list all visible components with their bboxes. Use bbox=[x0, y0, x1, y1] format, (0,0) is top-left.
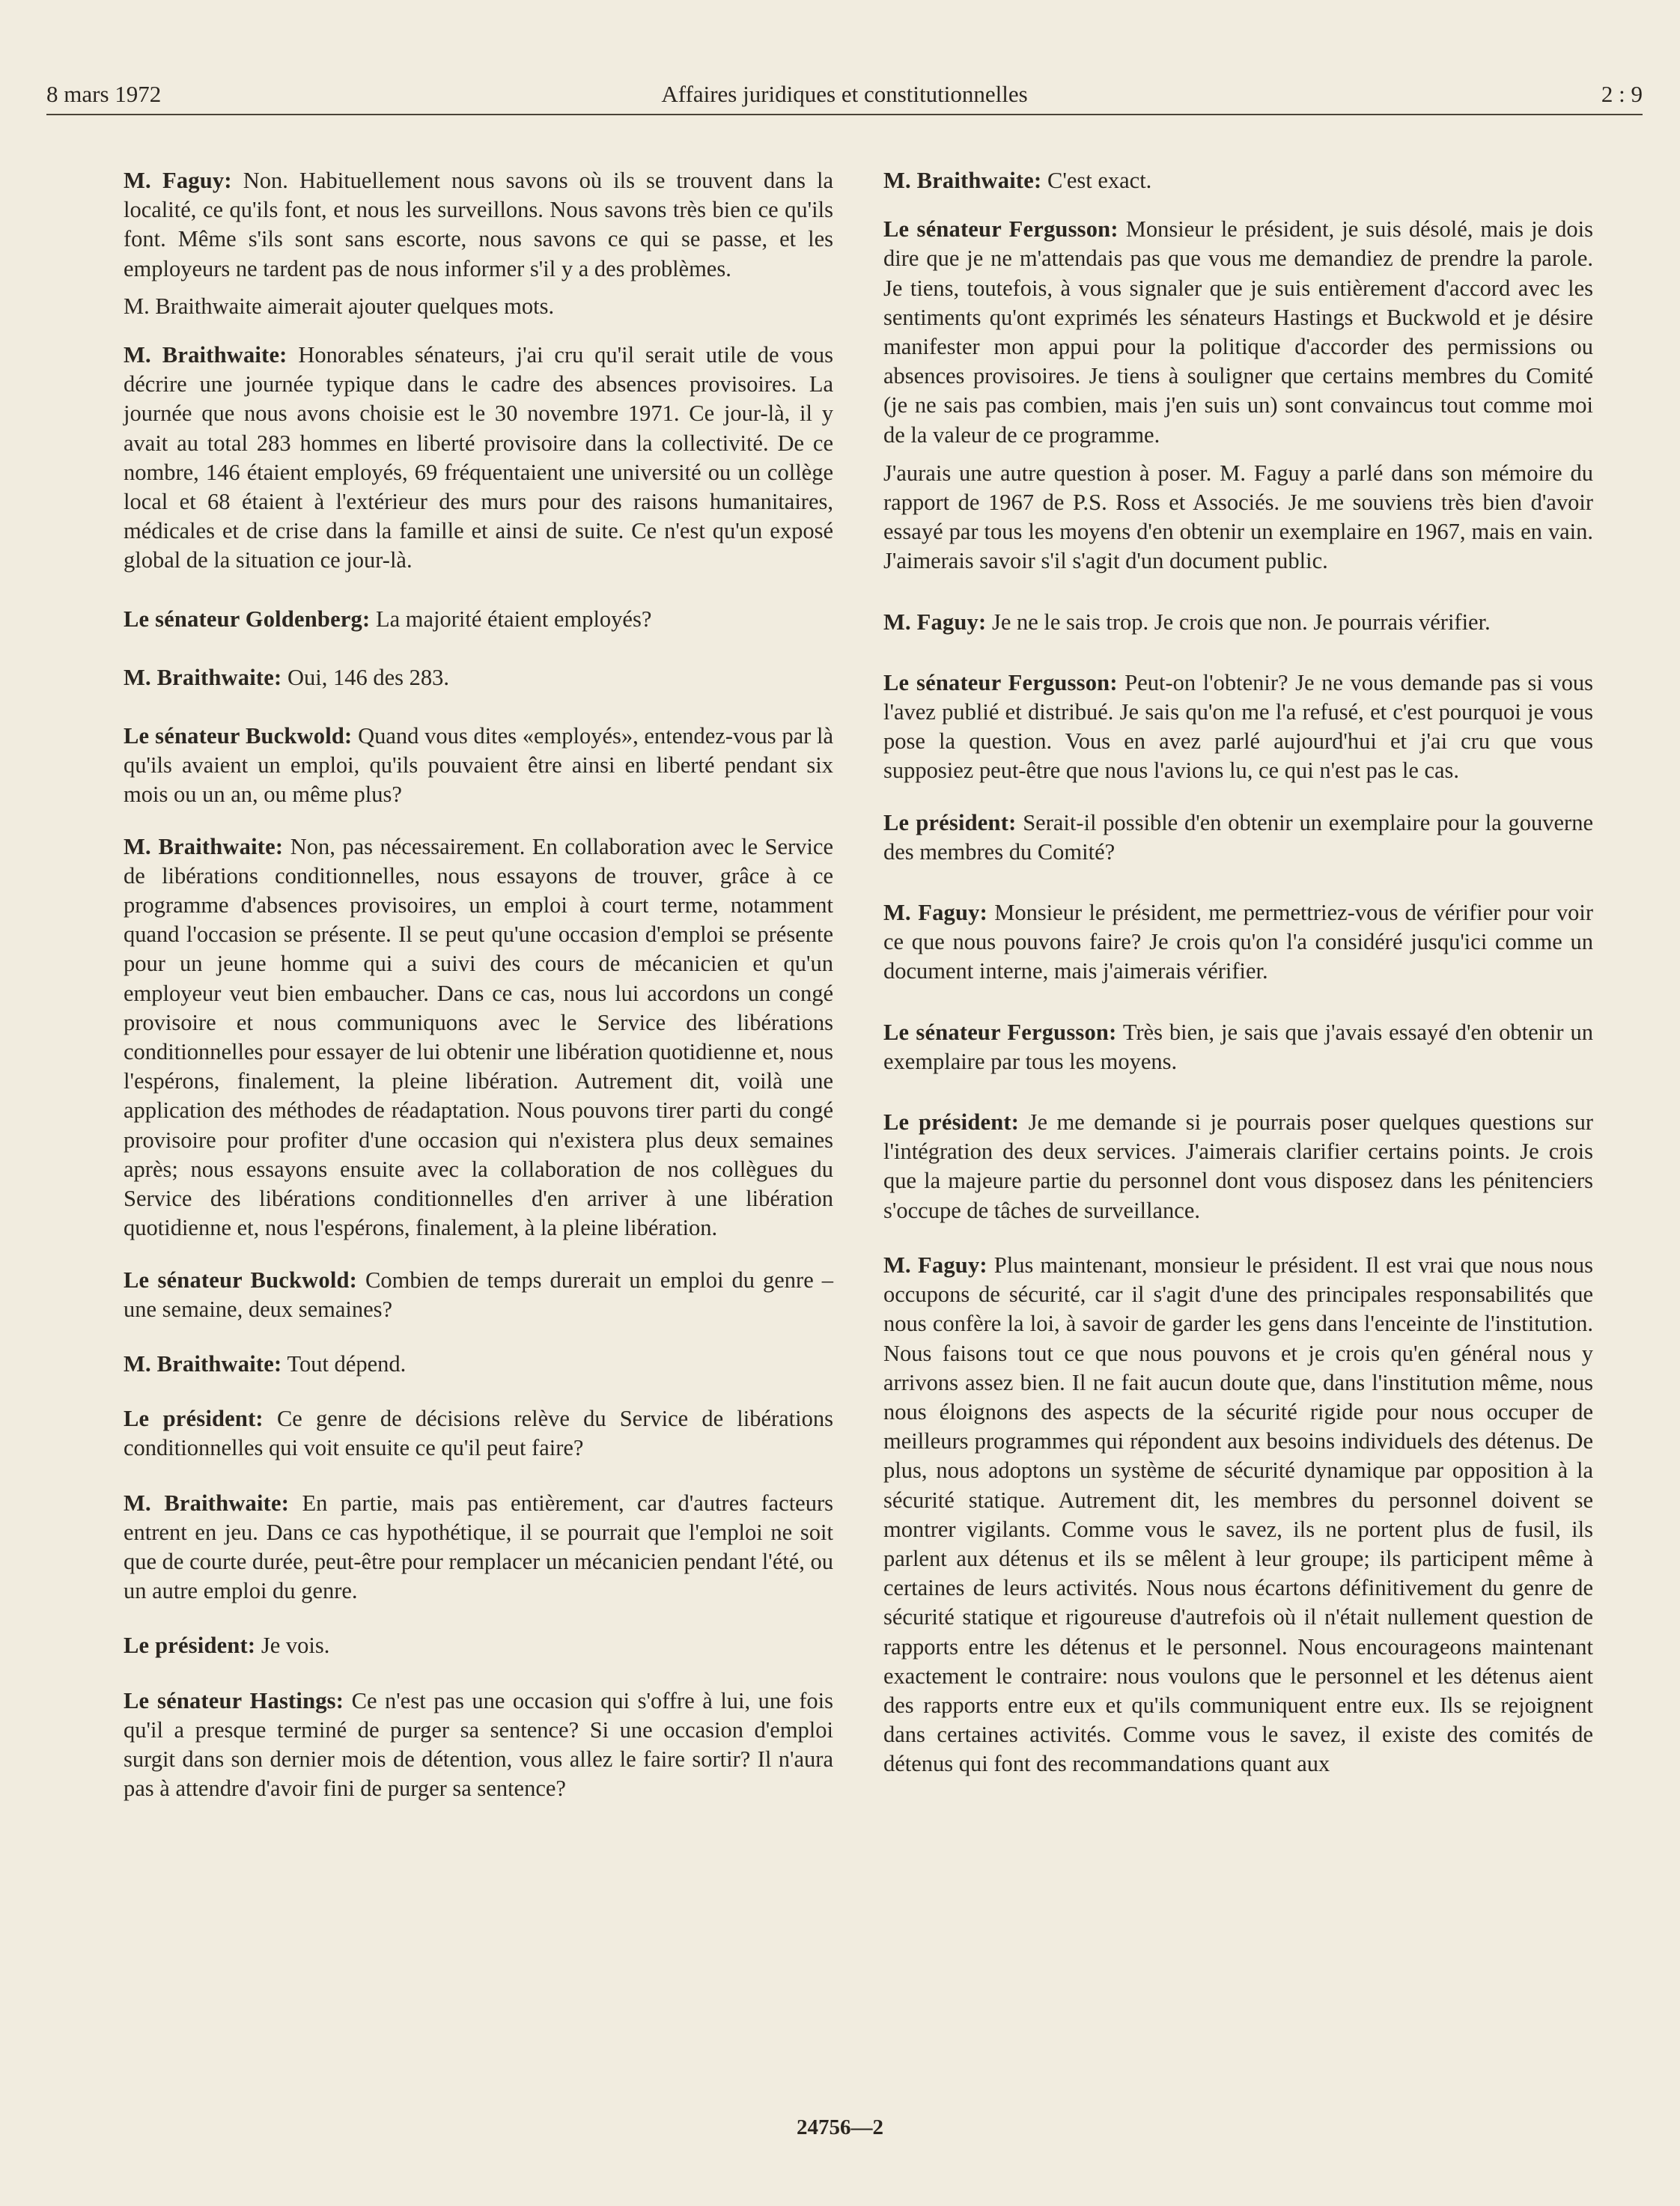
paragraph bbox=[883, 1018, 1593, 1076]
speaker-name: Le sénateur Buckwold: bbox=[124, 723, 353, 749]
speaker-name: M. Faguy: bbox=[883, 609, 987, 635]
paragraph-text: La majorité étaient employés? bbox=[370, 606, 652, 632]
speaker-name: M. Faguy: bbox=[124, 168, 232, 193]
paragraph-text: M. Braithwaite aimerait ajouter quelques mots. bbox=[124, 293, 555, 319]
paragraph bbox=[883, 1108, 1593, 1225]
header-page-number: 2 : 9 bbox=[1601, 81, 1643, 107]
paragraph-text: Ce n'est pas une occasion qui s'offre à lui, une fois qu'il a presque terminé de purger sa sentence? Si une occasion d'emploi surgit dans son dernier mois de détention, vous allez le faire sortir? Il n'aura pas à attendre d'avoir fini de purger sa sentence? bbox=[124, 1687, 833, 1802]
paragraph-text: Plus maintenant, monsieur le président. Il est vrai que nous nous occupons de sécurité, car il s'agit d'une des principales responsabilités que nous confère la loi, à savoir de garder les gens dans l'enceinte de l'institution. Nous faisons tout ce que nous pouvons et je crois qu'en général nous y arrivons assez bien. Il ne fait aucun doute que, dans l'institution même, nous nous éloignons des aspects de la sécurité rigide pour nous occuper de meilleurs programmes qui répondent aux besoins individuels des détenus. De plus, nous adoptons un système de sécurité dynamique par opposition à la sécurité statique. Autrement dit, les membres du personnel doivent se montrer vigilants. Comme vous le savez, ils ne portent plus de fusil, ils parlent aux détenus et ils se mêlent à leur groupe; ils participent même à certaines de leurs activités. Nous nous écartons définitivement du genre de sécurité statique et rigoureuse d'autrefois où il n'était nullement question de rapports entre les détenus et le personnel. Nous encourageons maintenant exactement le contraire: nous voulons que le personnel et les détenus aient des rapports entre eux et qu'ils communiquent entre eux. Ils se rejoignent dans certaines activités. Comme vous le savez, il existe des comités de détenus qui font des recommandations quant aux bbox=[883, 1252, 1593, 1777]
speaker-name: Le président: bbox=[883, 809, 1017, 835]
paragraph bbox=[124, 605, 833, 634]
speaker-name: M. Faguy: bbox=[883, 1252, 987, 1278]
paragraph bbox=[883, 668, 1593, 786]
paragraph bbox=[124, 1631, 833, 1660]
paragraph bbox=[124, 1489, 833, 1606]
speaker-name: Le sénateur Fergusson: bbox=[883, 669, 1118, 695]
speaker-name: Le sénateur Fergusson: bbox=[883, 216, 1119, 243]
left-column bbox=[124, 166, 833, 1803]
speaker-name: Le sénateur Goldenberg: bbox=[124, 606, 371, 632]
paragraph-text: Ce genre de décisions relève du Service de libérations conditionnelles qui voit ensuite ce qu'il peut faire? bbox=[124, 1406, 833, 1461]
speaker-name: M. Braithwaite: bbox=[124, 664, 282, 690]
header-rule bbox=[46, 114, 1643, 115]
paragraph-text: Monsieur le président, me permettriez-vous de vérifier pour voir ce que nous pouvons faire? Je crois qu'on l'a considéré jusqu'ici comme un document interne, mais j'aimerais vérifier. bbox=[883, 900, 1593, 984]
paragraph bbox=[883, 166, 1593, 195]
paragraph bbox=[124, 832, 833, 1243]
paragraph bbox=[883, 459, 1593, 576]
speaker-name: Le sénateur Hastings: bbox=[124, 1687, 344, 1713]
paragraph-text: J'aurais une autre question à poser. M. Faguy a parlé dans son mémoire du rapport de 1967 de P.S. Ross et Associés. Je me souviens très bien d'avoir essayé par tous les moyens d'en obtenir un exemplaire en 1967, mais en vain. J'aimerais savoir s'il s'agit d'un document public. bbox=[883, 460, 1593, 574]
paragraph bbox=[124, 663, 833, 692]
paragraph-text: Quand vous dites «employés», entendez-vous par là qu'ils avaient un emploi, qu'ils pouvaient être ainsi en liberté pendant six mois ou un an, ou même plus? bbox=[124, 723, 833, 808]
paragraph bbox=[883, 898, 1593, 987]
paragraph-text: Combien de temps durerait un emploi du genre – une semaine, deux semaines? bbox=[124, 1267, 833, 1322]
paragraph bbox=[124, 1687, 833, 1804]
speaker-name: Le sénateur Buckwold: bbox=[124, 1267, 358, 1293]
paragraph-text: Oui, 146 des 283. bbox=[281, 664, 450, 690]
paragraph bbox=[883, 215, 1593, 450]
paragraph-text: Très bien, je sais que j'avais essayé d'en obtenir un exemplaire par tous les moyens. bbox=[883, 1019, 1593, 1074]
speaker-name: M. Braithwaite: bbox=[124, 833, 284, 859]
speaker-name: M. Braithwaite: bbox=[883, 168, 1042, 193]
page-footer-code: 24756—2 bbox=[797, 2115, 883, 2139]
paragraph bbox=[124, 341, 833, 576]
paragraph-text: Monsieur le président, je suis désolé, mais je dois dire que je ne m'attendais pas que vous me demandiez de prendre la parole. Je tiens, toutefois, à vous signaler que je suis entièrement d'accord avec les sentiments qu'ont exprimés les sénateurs Hastings et Buckwold et je désire manifester mon appui pour la politique d'accorder des permissions ou absences provisoires. Je tiens à souligner que certains membres du Comité (je ne sais pas combien, mais j'en suis un) sont convaincus tout comme moi de la valeur de ce programme. bbox=[883, 216, 1593, 448]
paragraph-text: Je ne le sais trop. Je crois que non. Je pourrais vérifier. bbox=[986, 609, 1491, 635]
paragraph-text: Non, pas nécessairement. En collaboration avec le Service de libérations conditionnelles, nous essayons de trouver, grâce à ce programme d'absences provisoires, un emploi à court terme, notamment quand l'occasion se présente. Il se peut qu'une occasion d'emploi se présente pour un jeune homme qui a suivi des cours de mécanicien et qu'un employeur veut bien embaucher. Dans ce cas, nous lui accordons un congé provisoire et nous communiquons avec le Service des libérations conditionnelles pour essayer de lui obtenir une libération quotidienne et, nous l'espérons, finalement, la pleine libération. Autrement dit, voilà une application des méthodes de réadaptation. Nous pouvons tirer parti du congé provisoire pour profiter d'une occasion qui n'existera plus deux semaines après; nous essayons ensuite avec la collaboration de nos collègues du Service des libérations conditionnelles d'en arriver à une libération quotidienne et, nous l'espérons, finalement, à la pleine libération. bbox=[124, 833, 833, 1241]
paragraph bbox=[883, 808, 1593, 867]
speaker-name: M. Braithwaite: bbox=[124, 1490, 290, 1516]
header-title: Affaires juridiques et constitutionnelles bbox=[661, 81, 1028, 107]
speaker-name: Le président: bbox=[124, 1633, 256, 1659]
speaker-name: Le sénateur Fergusson: bbox=[883, 1019, 1117, 1045]
paragraph-text: Tout dépend. bbox=[281, 1350, 407, 1377]
paragraph bbox=[124, 1266, 833, 1324]
paragraph-text: Peut-on l'obtenir? Je ne vous demande pas si vous l'avez publié et distribué. Je sais qu'on me l'a refusé, et c'est pourquoi je vous pose la question. Vous en avez parlé aujourd'hui et j'ai cru que vous supposiez peut-être que nous l'avions lu, ce qui n'est pas le cas. bbox=[883, 669, 1593, 784]
speaker-name: M. Braithwaite: bbox=[124, 1350, 282, 1377]
paragraph bbox=[124, 722, 833, 810]
right-column bbox=[883, 166, 1593, 1779]
paragraph-text: C'est exact. bbox=[1041, 168, 1152, 193]
paragraph-text: Non. Habituellement nous savons où ils se trouvent dans la localité, ce qu'ils font, et nous les surveillons. Nous savons très bien ce qu'ils font. Même s'ils sont sans escorte, nous savons ce qui se passe, et les employeurs ne tardent pas de nous informer s'il y a des problèmes. bbox=[124, 168, 833, 281]
paragraph bbox=[883, 1251, 1593, 1779]
paragraph-text: Je me demande si je pourrais poser quelques questions sur l'intégration des deux services. J'aimerais clarifier certains points. Je crois que la majeure partie du personnel dont vous disposez dans les pénitenciers s'occupe de tâches de surveillance. bbox=[883, 1109, 1593, 1223]
paragraph-text: Honorables sénateurs, j'ai cru qu'il serait utile de vous décrire une journée typique dans le cadre des absences provisoires. La journée que nous avons choisie est le 30 novembre 1971. Ce jour-là, il y avait au total 283 hommes en liberté provisoire dans la collectivité. De ce nombre, 146 étaient employés, 69 fréquentaient une université ou un collège local et 68 étaient à l'extérieur des murs pour des raisons humanitaires, médicales et de crise dans la famille et ainsi de suite. Ce n'est qu'un exposé global de la situation ce jour-là. bbox=[124, 342, 833, 573]
paragraph bbox=[883, 608, 1593, 637]
speaker-name: M. Faguy: bbox=[883, 900, 987, 926]
speaker-name: Le président: bbox=[883, 1109, 1020, 1136]
paragraph bbox=[124, 166, 833, 284]
page-header bbox=[46, 81, 1643, 117]
speaker-name: M. Braithwaite: bbox=[124, 342, 287, 368]
paragraph-text: Je vois. bbox=[255, 1633, 330, 1659]
header-date: 8 mars 1972 bbox=[46, 81, 162, 107]
paragraph bbox=[124, 292, 833, 321]
paragraph bbox=[124, 1350, 833, 1379]
paragraph-text: Serait-il possible d'en obtenir un exemplaire pour la gouverne des membres du Comité? bbox=[883, 809, 1593, 865]
paragraph bbox=[124, 1404, 833, 1463]
speaker-name: Le président: bbox=[124, 1406, 264, 1432]
paragraph-text: En partie, mais pas entièrement, car d'autres facteurs entrent en jeu. Dans ce cas hypothétique, il se pourrait que l'emploi ne soit que de courte durée, peut-être pour remplacer un mécanicien pendant l'été, ou un autre emploi du genre. bbox=[124, 1490, 834, 1604]
